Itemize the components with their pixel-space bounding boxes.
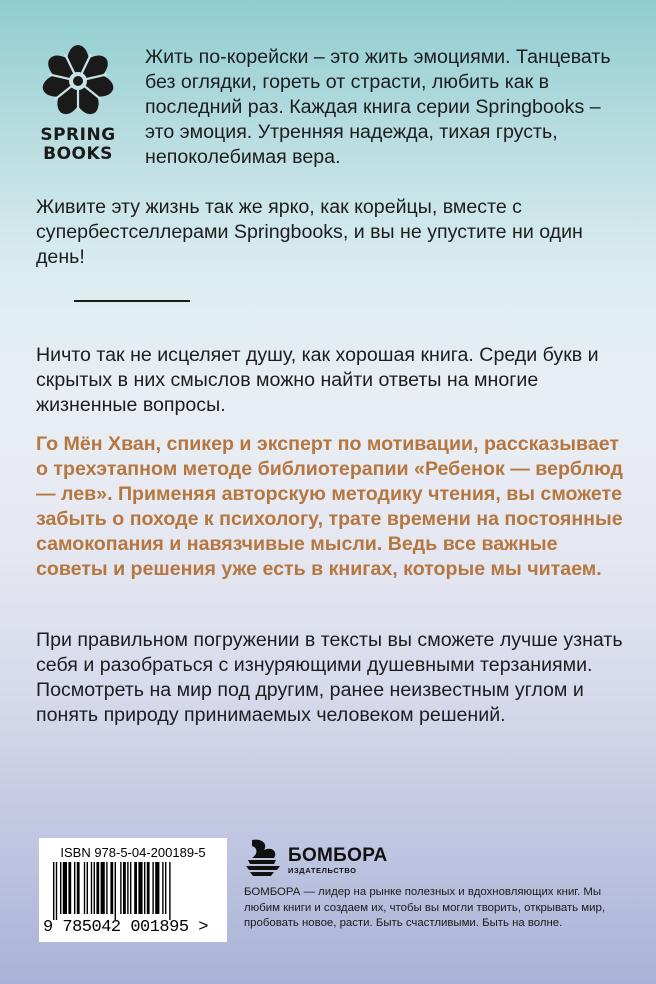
barcode-bar xyxy=(127,862,128,914)
barcode-digits: 9 785042 001895 > xyxy=(43,918,208,937)
bombora-wave-icon xyxy=(244,836,284,880)
barcode-bar xyxy=(74,862,75,914)
barcode-bar xyxy=(162,862,163,914)
publisher-subtitle: ИЗДАТЕЛЬСТВО xyxy=(288,866,357,875)
barcode-bar xyxy=(130,862,131,914)
barcode-bar xyxy=(101,862,105,914)
barcode-bar xyxy=(96,862,99,914)
logo-text-line2: BOOKS xyxy=(43,144,113,164)
publisher-name: БОМБОРА xyxy=(288,845,388,866)
barcode-bar xyxy=(120,862,121,914)
logo-text-line1: SPRING xyxy=(40,125,116,145)
barcode-bar xyxy=(53,862,54,920)
barcode-bar xyxy=(155,862,159,914)
author-highlight-paragraph: Го Мён Хван, спикер и эксперт по мотивации, рассказывает о трехэтапном методе библиотерапии «Ребенок — верблюд — лев». Применяя авторскую методику чтения, вы сможете забыть о походе к психологу, трате времени на постоянные самокопания и навязчивые мысли. Ведь все важные советы и решения уже есть в книгах, которые мы читаем. xyxy=(36,433,623,580)
healing-paragraph: Ничто так не исцеляет душу, как хорошая книга. Среди букв и скрытых в них смыслов можно найти ответы на многие жизненные вопросы. xyxy=(36,344,599,416)
barcode-bar xyxy=(68,862,71,914)
barcode-bar xyxy=(56,862,57,920)
barcode-bar xyxy=(123,862,126,914)
barcode-bar xyxy=(77,862,80,914)
publisher-about: БОМБОРА — лидер на рынке полезных и вдохновляющих книг. Мы любим книги и создаем их, чтобы вы могли творить, открывать мир, пробовать новое, расти. Быть счастливыми. Быть на волне. xyxy=(244,886,605,929)
barcode-bar xyxy=(106,862,107,914)
barcode-bar xyxy=(147,862,150,914)
intro-paragraph: Жить по-корейски – это жить эмоциями. Танцевать без оглядки, гореть от страсти, любить как в последний раз. Каждая книга серии Springbooks – это эмоция. Утренняя надежда, тихая грусть, непоколебимая вера. xyxy=(145,46,611,168)
barcode-bar xyxy=(60,862,61,914)
series-paragraph: Живите эту жизнь так же ярко, как корейцы, вместе с супербестселлерами Springbooks, и вы не упустите ни один день! xyxy=(36,196,583,268)
divider-line xyxy=(74,300,190,302)
barcode-bar xyxy=(87,862,88,914)
barcode-bar xyxy=(134,862,137,914)
barcode-bar xyxy=(165,862,166,914)
barcode-bars xyxy=(51,862,217,920)
isbn-barcode xyxy=(39,838,227,942)
isbn-label: ISBN 978-5-04-200189-5 xyxy=(60,845,206,860)
barcode-bar xyxy=(169,862,170,920)
barcode-bar xyxy=(110,862,113,914)
flower-icon xyxy=(41,44,115,118)
immersion-paragraph: При правильном погружении в тексты вы сможете лучше узнать себя и разобраться с изнуряющими душевными терзаниями. Посмотреть на мир под другим, ранее неизвестным углом и понять природу принимаемых человеком решений. xyxy=(36,629,623,726)
barcode-bar xyxy=(63,862,67,914)
springbooks-logo xyxy=(36,44,120,164)
barcode-bar xyxy=(84,862,85,914)
barcode-bar xyxy=(94,862,95,914)
barcode-bar xyxy=(152,862,153,914)
barcode-bar xyxy=(91,862,92,914)
barcode-bar xyxy=(115,862,116,920)
barcode-bar xyxy=(144,862,145,914)
barcode-bar xyxy=(138,862,142,914)
